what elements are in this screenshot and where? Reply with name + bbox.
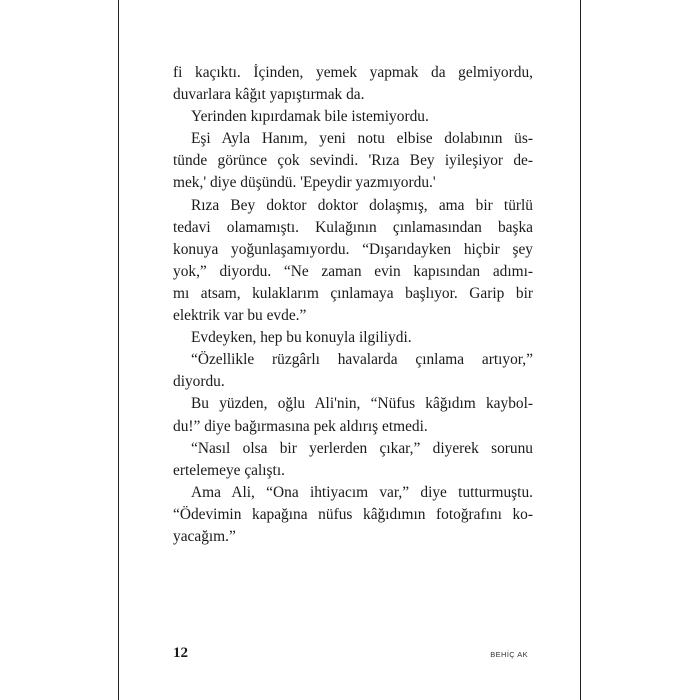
text-line: mek,' diye düşündü. 'Epeydir yazmıyordu.' [173, 174, 436, 192]
text-line: fi kaçıktı. İçinden, yemek yapmak da gelmiyordu, [173, 64, 533, 81]
text-line: Yerinden kıpırdamak bile istemiyordu. [191, 108, 429, 126]
text-line: elektrik var bu evde.” [173, 307, 307, 325]
text-line: ertelemeye çalıştı. [173, 461, 285, 479]
text-line: tünde görünce çok sevindi. 'Rıza Bey iyileşiyor de- [173, 152, 533, 170]
text-line: du!” diye bağırmasına pek aldırış etmedi. [173, 417, 428, 435]
text-line: yacağım.” [173, 527, 236, 545]
text-line: “Nasıl olsa bir yerlerden çıkar,” diyerek sorunu [191, 439, 533, 457]
text-line: Bu yüzden, oğlu Ali'nin, “Nüfus kâğıdım kaybol- [191, 395, 533, 413]
text-line: Eşi Ayla Hanım, yeni notu elbise dolabının üs- [191, 130, 533, 148]
text-line: konuya yoğunlaşamıyordu. “Dışarıdayken hiçbir şey [173, 240, 533, 258]
text-line: mı atsam, kulaklarım çınlamaya başlıyor. Garip bir [173, 284, 533, 302]
text-line: tedavi olamamıştı. Kulağının çınlamasından başka [173, 218, 533, 236]
page-number: 12 [173, 645, 188, 661]
text-line: “Ödevimin kapağına nüfus kâğıdımın fotoğrafını ko- [173, 505, 533, 523]
text-line: yok,” diyordu. “Ne zaman evin kapısından adımı- [173, 262, 533, 280]
text-line: Rıza Bey doktor doktor dolaşmış, ama bir türlü [191, 196, 533, 214]
text-line: diyordu. [173, 373, 225, 391]
text-line: Ama Ali, “Ona ihtiyacım var,” diye tutturmuştu. [191, 483, 533, 501]
body-text [173, 62, 533, 548]
text-line: “Özellikle rüzgârlı havalarda çınlama artıyor,” [191, 351, 533, 369]
text-line: Evdeyken, hep bu konuyla ilgiliydi. [191, 329, 412, 347]
text-line: duvarlara kâğıt yapıştırmak da. [173, 86, 365, 104]
book-page [118, 0, 581, 700]
running-footer: BEHİÇ AK [490, 650, 528, 659]
